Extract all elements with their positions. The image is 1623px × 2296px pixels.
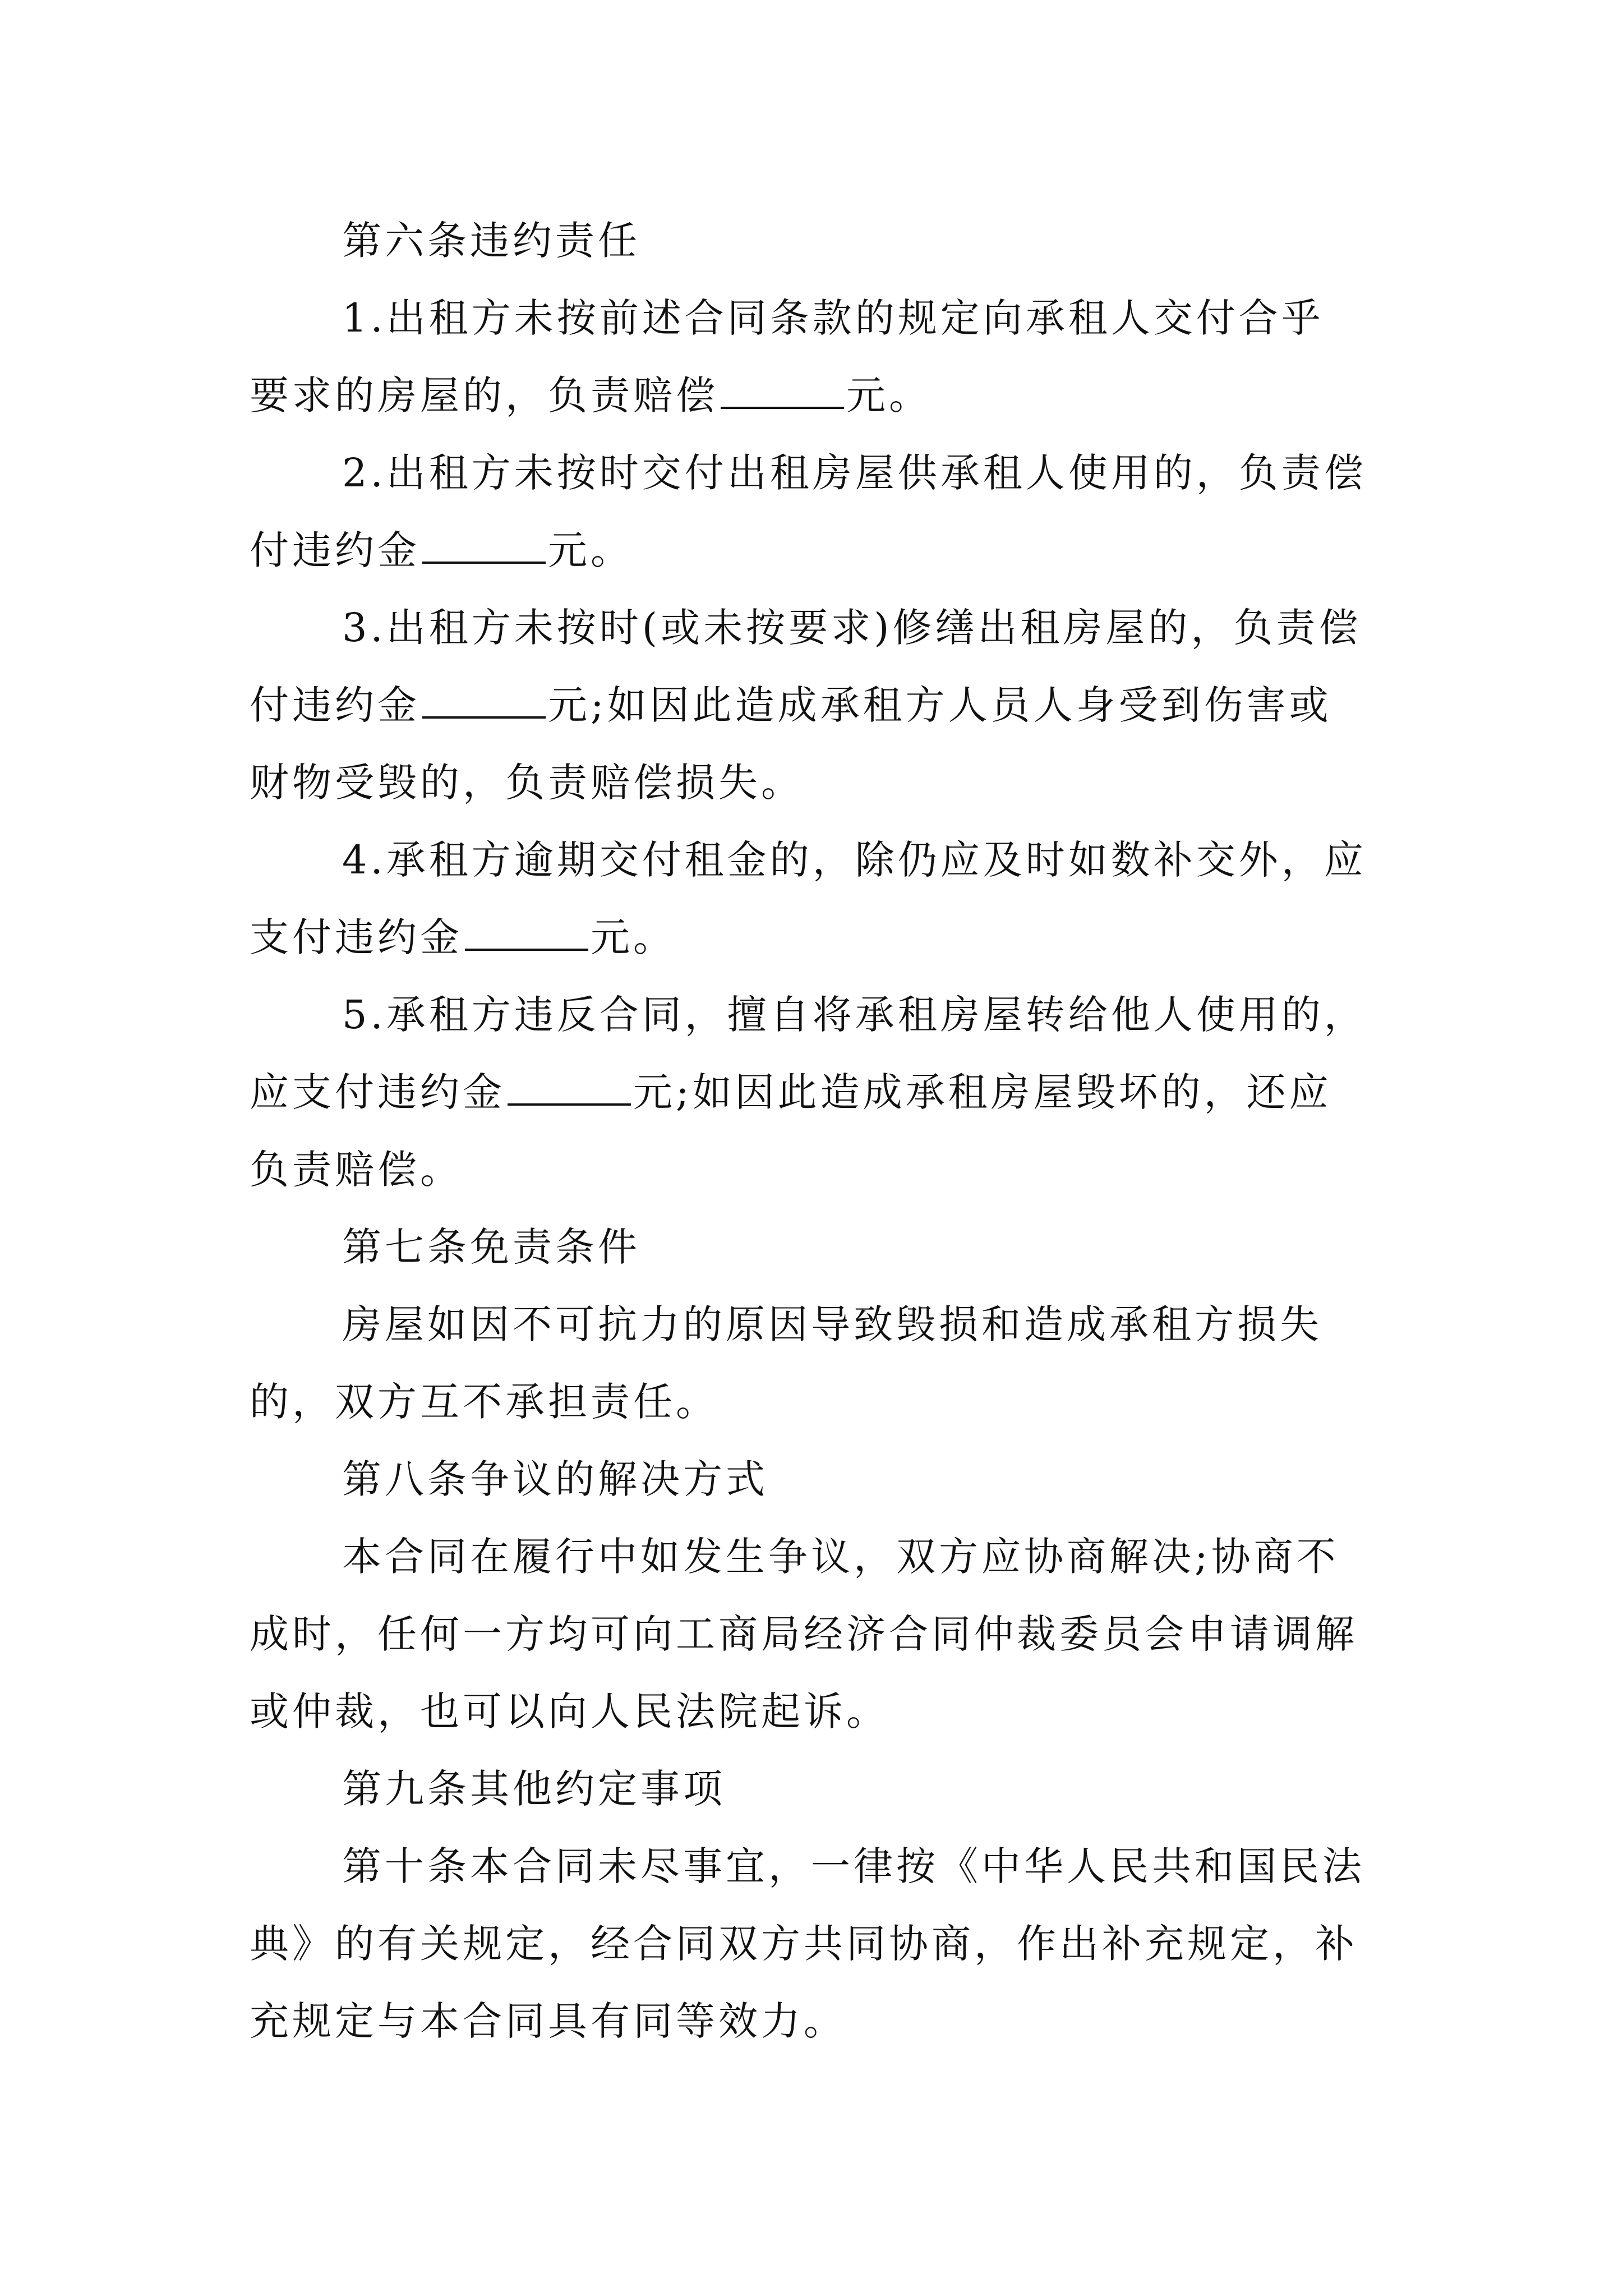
section-heading-6: 第六条违约责任: [342, 218, 640, 264]
text-fragment: 元;如因此造成承租房屋毁坏的，还应: [633, 1069, 1332, 1115]
text-fragment: 应支付违约金: [250, 1069, 505, 1115]
clause-6-5-line-3: 负责赔偿。: [250, 1147, 463, 1193]
section-8-line-2: 成时，任何一方均可向工商局经济合同仲裁委员会申请调解: [250, 1611, 1358, 1657]
document-page: [250, 202, 1394, 2060]
clause-6-4-line-1: 4.承租方逾期交付租金的，除仍应及时如数补交外，应: [342, 837, 1367, 883]
clause-6-2-line-1: 2.出租方未按时交付出租房屋供承租人使用的，负责偿: [342, 450, 1367, 496]
text-fragment: 元。: [846, 372, 932, 418]
text-fragment: 元;如因此造成承租方人员人身受到伤害或: [548, 682, 1332, 728]
text-fragment: 要求的房屋的，负责赔偿: [250, 372, 718, 418]
text-fragment: 付违约金: [250, 527, 420, 573]
amount-blank: [422, 683, 546, 719]
clause-6-4-line-2: [250, 899, 1394, 976]
clause-6-2-line-2: [250, 512, 1394, 589]
section-8-line-1: 本合同在履行中如发生争议，双方应协商解决;协商不: [342, 1534, 1339, 1580]
text-fragment: 付违约金: [250, 682, 420, 728]
clause-6-5-line-2: [250, 1053, 1394, 1131]
clause-6-3-line-3: 财物受毁的，负责赔偿损失。: [250, 760, 804, 806]
section-heading-7: 第七条免责条件: [342, 1224, 640, 1270]
section-heading-9: 第九条其他约定事项: [342, 1766, 726, 1812]
clause-6-1-line-1: 1.出租方未按前述合同条款的规定向承租人交付合乎: [342, 295, 1324, 341]
amount-blank: [508, 1070, 631, 1106]
amount-blank: [721, 373, 844, 409]
section-10-line-3: 充规定与本合同具有同等效力。: [250, 1998, 846, 2044]
text-fragment: 元。: [591, 914, 676, 960]
section-8-line-3: 或仲裁，也可以向人民法院起诉。: [250, 1688, 889, 1734]
section-10-line-2: 典》的有关规定，经合同双方共同协商，作出补充规定，补: [250, 1921, 1358, 1967]
clause-6-3-line-2: [250, 666, 1394, 744]
clause-6-3-line-1: 3.出租方未按时(或未按要求)修缮出租房屋的，负责偿: [342, 605, 1362, 651]
amount-blank: [465, 915, 588, 951]
clause-6-5-line-1: 5.承租方违反合同，擅自将承租房屋转给他人使用的，: [342, 992, 1367, 1038]
text-fragment: 元。: [548, 527, 633, 573]
section-heading-8: 第八条争议的解决方式: [342, 1456, 768, 1502]
section-10-line-1: 第十条本合同未尽事宜，一律按《中华人民共和国民法: [342, 1843, 1365, 1889]
clause-6-1-line-2: [250, 357, 1394, 434]
text-fragment: 支付违约金: [250, 914, 463, 960]
amount-blank: [422, 528, 546, 564]
section-7-line-2: 的，双方互不承担责任。: [250, 1379, 718, 1425]
section-7-line-1: 房屋如因不可抗力的原因导致毁损和造成承租方损失: [342, 1301, 1322, 1347]
